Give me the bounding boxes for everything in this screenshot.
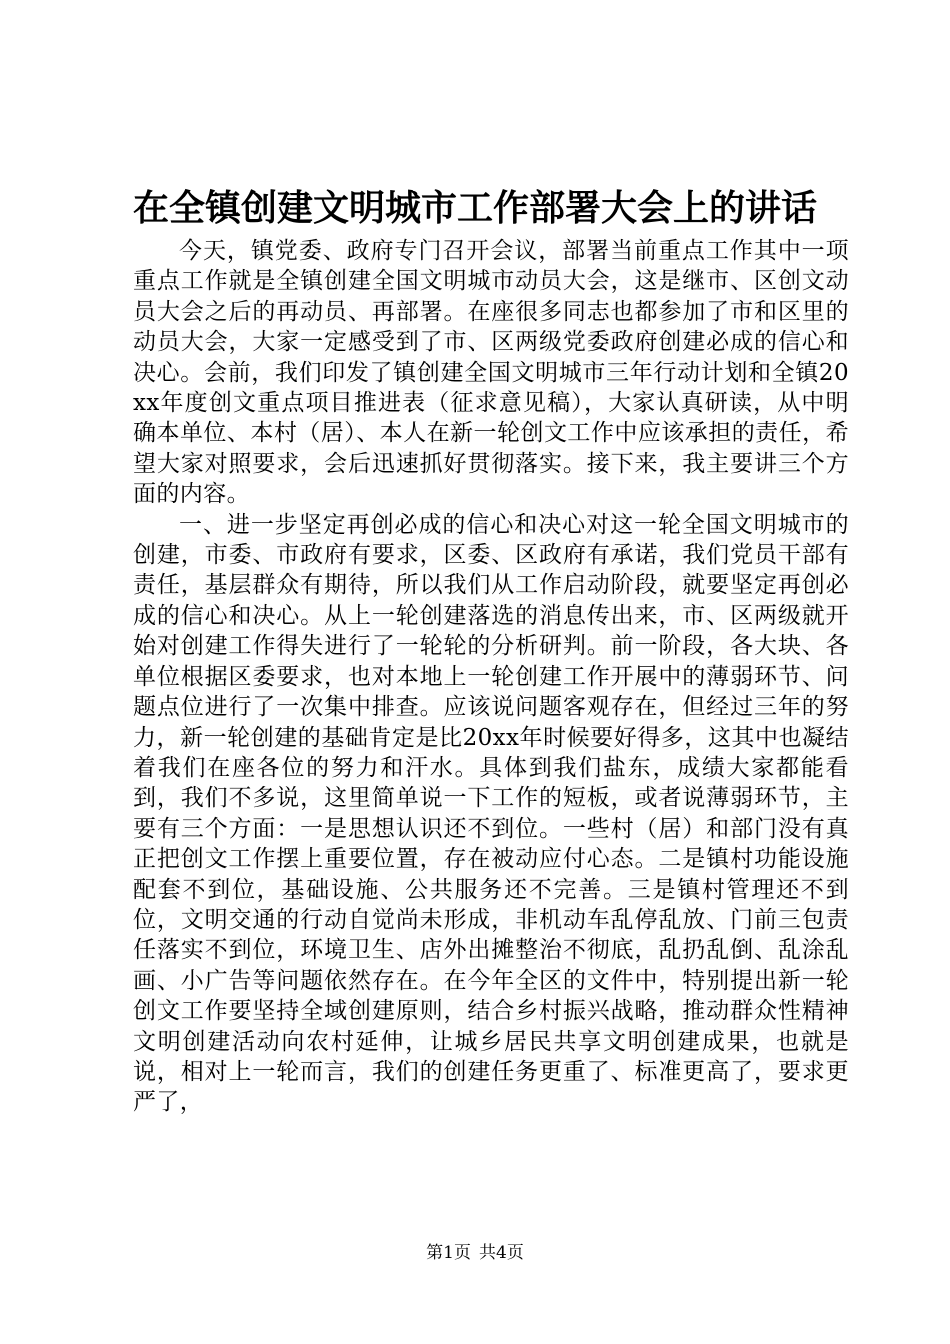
page-footer	[0, 1242, 950, 1264]
paragraph-section-one: 一、进一步坚定再创必成的信心和决心对这一轮全国文明城市的创建，市委、市政府有要求，区委、区政府有承诺，我们党员干部有责任，基层群众有期待，所以我们从工作启动阶段，就要坚定再创必成的信心和决心。从上一轮创建落选的消息传出来，市、区两级就开始对创建工作得失进行了一轮轮的分析研判。前一阶段，各大块、各单位根据区委要求，也对本地上一轮创建工作开展中的薄弱环节、问题点位进行了一次集中排查。应该说问题客观存在，但经过三年的努力，新一轮创建的基础肯定是比20xx年时候要好得多，这其中也凝结着我们在座各位的努力和汗水。具体到我们盐东，成绩大家都能看到，我们不多说，这里简单说一下工作的短板，或者说薄弱环节，主要有三个方面：一是思想认识还不到位。一些村（居）和部门没有真正把创文工作摆上重要位置，存在被动应付心态。二是镇村功能设施配套不到位，基础设施、公共服务还不完善。三是镇村管理还不到位，文明交通的行动自觉尚未形成，非机动车乱停乱放、门前三包责任落实不到位，环境卫生、店外出摊整治不彻底，乱扔乱倒、乱涂乱画、小广告等问题依然存在。在今年全区的文件中，特别提出新一轮创文工作要坚持全域创建原则，结合乡村振兴战略，推动群众性精神文明创建活动向农村延伸，让城乡居民共享文明创建成果，也就是说，相对上一轮而言，我们的创建任务更重了、标准更高了，要求更严了，	[133, 511, 849, 1116]
paragraph-intro: 今天，镇党委、政府专门召开会议，部署当前重点工作其中一项重点工作就是全镇创建全国文明城市动员大会，这是继市、区创文动员大会之后的再动员、再部署。在座很多同志也都参加了市和区里的动员大会，大家一定感受到了市、区两级党委政府创建必成的信心和决心。会前，我们印发了镇创建全国文明城市三年行动计划和全镇20xx年度创文重点项目推进表（征求意见稿），大家认真研读，从中明确本单位、本村（居）、本人在新一轮创文工作中应该承担的责任，希望大家对照要求，会后迅速抓好贯彻落实。接下来，我主要讲三个方面的内容。	[133, 238, 849, 508]
document-title: 在全镇创建文明城市工作部署大会上的讲话	[132, 187, 817, 229]
page-total: 共4页	[479, 1243, 524, 1263]
page-number: 第1页	[426, 1243, 471, 1263]
document-body	[133, 236, 849, 1118]
